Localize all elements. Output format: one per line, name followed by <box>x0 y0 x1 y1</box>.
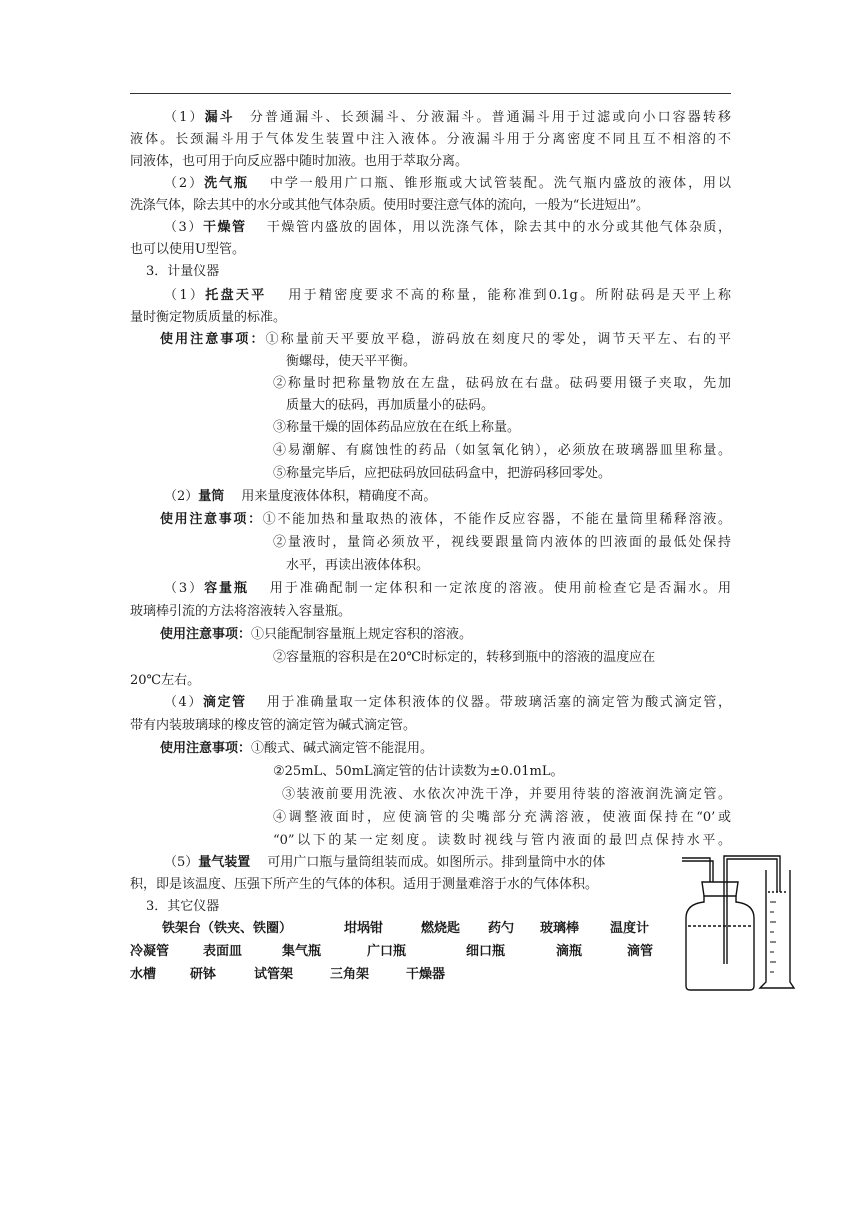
flask-notes-line2: ②容量瓶的容积是在20℃时标定的，转移到瓶中的溶液的温度应在 <box>273 650 656 665</box>
burette-notes-line1: 使用注意事项：①酸式、碱式滴定管不能混用。 <box>160 741 434 756</box>
paragraph-drying-tube-line1: （3）干燥管 干燥管内盛放的固体，用以洗涤气体，除去其中的水分或其他气体杂质， <box>164 220 731 235</box>
instrument-item: 坩埚钳 <box>344 921 384 936</box>
instrument-item: 广口瓶 <box>367 944 407 959</box>
section-heading-measuring: 3．计量仪器 <box>146 264 220 279</box>
paragraph-gas-measuring-line2: 积，即是该温度、压强下所产生的气体的体积。适用于测量难溶于水的气体体积。 <box>130 877 599 892</box>
paragraph-burette-line1: （4）滴定管 用于准确量取一定体积液体的仪器。带玻璃活塞的滴定管为酸式滴定管， <box>164 695 731 710</box>
instrument-item: 细口瓶 <box>466 944 506 959</box>
instrument-item: 水槽 <box>130 967 157 982</box>
balance-notes-line6: ④易潮解、有腐蚀性的药品（如氢氧化钠），必须放在玻璃器皿里称量。 <box>273 443 731 458</box>
cylinder-notes-line2: ②量液时，量筒必须放平，视线要跟量筒内液体的凹液面的最低处保持 <box>273 535 731 550</box>
balance-notes-line3: ②称量时把称量物放在左盘，砝码放在右盘。砝码要用镊子夹取，先加 <box>273 376 731 391</box>
paragraph-gas-measuring-line1: （5）量气装置 可用广口瓶与量筒组装而成。如图所示。排到量筒中水的体 <box>164 855 606 870</box>
notes-label-flask: 使用注意事项： <box>160 627 252 642</box>
other-instruments-row1 <box>130 918 731 940</box>
header-rule <box>130 93 731 94</box>
cylinder-notes-line3: 水平，再读出液体体积。 <box>286 558 430 573</box>
term-gas-measuring-device: 量气装置 <box>198 855 251 870</box>
apparatus-drawing <box>682 856 794 990</box>
paragraph-burette-line2: 带有内装玻璃球的橡皮管的滴定管为碱式滴定管。 <box>130 718 417 733</box>
cylinder-notes-line1: 使用注意事项：①不能加热和量取热的液体，不能作反应容器，不能在量筒里稀释溶液。 <box>160 512 731 527</box>
burette-notes-line3: ③装液前要用洗液、水依次冲洗干净，并要用待装的溶液润洗滴定管。 <box>282 787 731 802</box>
gas-measuring-apparatus-figure <box>676 852 802 992</box>
section-heading-other: 3．其它仪器 <box>146 899 220 914</box>
other-instruments-row3 <box>130 964 731 986</box>
instrument-item: 滴管 <box>627 944 654 959</box>
balance-notes-line7: ⑤称量完毕后，应把砝码放回砝码盒中，把游码移回零处。 <box>273 466 612 481</box>
instrument-item: 三角架 <box>330 967 370 982</box>
instrument-item: 表面皿 <box>203 944 243 959</box>
term-burette: 滴定管 <box>202 695 247 710</box>
instrument-item: 研钵 <box>190 967 217 982</box>
paragraph-balance-line1: （1）托盘天平 用于精密度要求不高的称量，能称准到0.1g。所附砝码是天平上称 <box>164 288 731 303</box>
balance-notes-line2: 衡螺母，使天平平衡。 <box>286 354 417 369</box>
paragraph-volumetric-flask-line1: （3）容量瓶 用于准确配制一定体积和一定浓度的溶液。使用前检查它是否漏水。用 <box>164 581 731 596</box>
instrument-item: 药勺 <box>488 921 515 936</box>
balance-notes-line4: 质量大的砝码，再加质量小的砝码。 <box>286 398 495 413</box>
paragraph-balance-line2: 量时衡定物质质量的标准。 <box>130 310 287 325</box>
paragraph-drying-tube-line2: 也可以使用U型管。 <box>130 242 245 257</box>
instrument-item: 干燥器 <box>406 967 446 982</box>
term-balance: 托盘天平 <box>205 288 267 303</box>
term-measuring-cylinder: 量筒 <box>198 489 225 504</box>
stopper <box>702 882 738 896</box>
burette-notes-line5: “0”以下的某一定刻度。读数时视线与管内液面的最凹点保持水平。 <box>273 833 731 848</box>
balance-notes-line5: ③称量干燥的固体药品应放在在纸上称量。 <box>273 420 521 435</box>
burette-notes-line2: ②25mL、50mL滴定管的估计读数为±0.01mL。 <box>273 764 564 779</box>
burette-notes-line4: ④调整液面时，应使滴管的尖嘴部分充满溶液，使液面保持在“0’或 <box>273 810 731 825</box>
instrument-item: 集气瓶 <box>282 944 322 959</box>
term-funnel: 漏斗 <box>204 110 235 125</box>
paragraph-funnel-line1: （1）漏斗 分普通漏斗、长颈漏斗、分液漏斗。普通漏斗用于过滤或向小口容器转移 <box>164 110 731 125</box>
paragraph-gas-washing-bottle-line1: （2）洗气瓶 中学一般用广口瓶、锥形瓶或大试管装配。洗气瓶内盛放的液体，用以 <box>164 176 731 191</box>
wide-mouth-bottle <box>686 896 754 990</box>
balance-notes-line1: 使用注意事项：①称量前天平要放平稳，游码放在刻度尺的零处，调节天平左、右的平 <box>160 332 731 347</box>
other-instruments-row2 <box>130 941 731 963</box>
notes-label-burette: 使用注意事项： <box>160 741 252 756</box>
instrument-item: 滴瓶 <box>556 944 583 959</box>
paragraph-funnel-line2: 液体。长颈漏斗用于气体发生装置中注入液体。分液漏斗用于分离密度不同且互不相溶的不 <box>130 132 731 147</box>
flask-notes-line1: 使用注意事项：①只能配制容量瓶上规定容积的溶液。 <box>160 627 473 642</box>
notes-label-balance: 使用注意事项： <box>160 332 266 347</box>
flask-notes-line3: 20℃左右。 <box>130 673 201 688</box>
paragraph-cylinder-line1: （2）量筒 用来量度液体体积，精确度不高。 <box>164 489 437 504</box>
instrument-item: 铁架台（铁夹、铁圈） <box>162 921 293 936</box>
term-drying-tube: 干燥管 <box>202 220 247 235</box>
term-volumetric-flask: 容量瓶 <box>204 581 249 596</box>
notes-label-cylinder: 使用注意事项： <box>160 512 263 527</box>
instrument-item: 试管架 <box>254 967 294 982</box>
instrument-item: 玻璃棒 <box>540 921 580 936</box>
instrument-item: 燃烧匙 <box>421 921 461 936</box>
paragraph-funnel-line3: 同液体，也可用于向反应器中随时加液。也用于萃取分离。 <box>130 154 469 169</box>
term-gas-washing-bottle: 洗气瓶 <box>204 176 249 191</box>
instrument-item: 温度计 <box>610 921 650 936</box>
paragraph-gas-washing-bottle-line2: 洗涤气体，除去其中的水分或其他气体杂质。使用时要注意气体的流向，一般为“长进短出”。 <box>130 198 649 213</box>
instrument-item: 冷凝管 <box>130 944 170 959</box>
paragraph-volumetric-flask-line2: 玻璃棒引流的方法将溶液转入容量瓶。 <box>130 604 352 619</box>
